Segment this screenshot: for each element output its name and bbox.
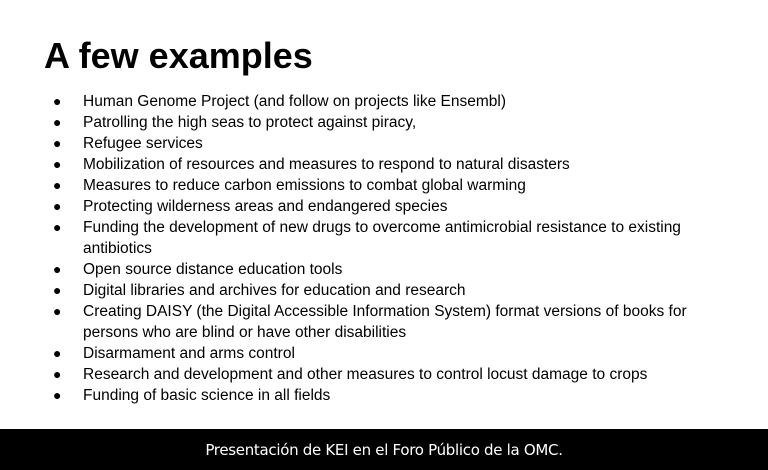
bullet-icon: ● <box>53 219 62 235</box>
list-item-text: Disarmament and arms control <box>83 345 295 362</box>
list-item <box>53 343 733 364</box>
bullet-icon: ● <box>53 198 62 214</box>
bullet-icon: ● <box>53 177 62 193</box>
bullet-icon: ● <box>53 261 62 277</box>
list-item <box>53 364 733 385</box>
list-item <box>53 91 733 112</box>
list-item-text: Protecting wilderness areas and endangered species <box>83 198 448 215</box>
bullet-icon: ● <box>53 345 62 361</box>
list-item <box>53 385 733 406</box>
list-item <box>53 112 733 133</box>
list-item <box>53 280 733 301</box>
list-item-text: Mobilization of resources and measures to respond to natural disasters <box>83 156 570 173</box>
bullet-icon: ● <box>53 135 62 151</box>
list-item-text: Open source distance education tools <box>83 261 343 278</box>
list-item-text: Refugee services <box>83 135 203 152</box>
list-item-text: Research and development and other measures to control locust damage to crops <box>83 366 648 383</box>
list-item <box>53 259 733 280</box>
list-item-text: Measures to reduce carbon emissions to combat global warming <box>83 177 526 194</box>
list-item-text: Patrolling the high seas to protect against piracy, <box>83 114 417 131</box>
caption-bar <box>0 429 768 470</box>
list-item-text: Human Genome Project (and follow on projects like Ensembl) <box>83 93 506 110</box>
bullet-icon: ● <box>53 387 62 403</box>
bullet-icon: ● <box>53 303 62 319</box>
list-item-text: Funding of basic science in all fields <box>83 387 331 404</box>
list-item <box>53 301 733 343</box>
bullet-icon: ● <box>53 156 62 172</box>
list-item-text: Funding the development of new drugs to overcome antimicrobial resistance to existing antibiotics <box>83 219 681 257</box>
bullet-icon: ● <box>53 282 62 298</box>
list-item-text: Creating DAISY (the Digital Accessible Information System) format versions of books for persons who are blind or have other disabilities <box>83 303 687 341</box>
list-item <box>53 175 733 196</box>
caption-text: Presentación de KEI en el Foro Público de la OMC. <box>205 440 563 459</box>
list-item-text: Digital libraries and archives for education and research <box>83 282 466 299</box>
slide-title: A few examples <box>44 35 313 76</box>
bullet-icon: ● <box>53 366 62 382</box>
bullet-icon: ● <box>53 114 62 130</box>
bullet-list <box>53 91 733 406</box>
list-item <box>53 196 733 217</box>
list-item <box>53 154 733 175</box>
list-item <box>53 217 733 259</box>
bullet-icon: ● <box>53 93 62 109</box>
list-item <box>53 133 733 154</box>
